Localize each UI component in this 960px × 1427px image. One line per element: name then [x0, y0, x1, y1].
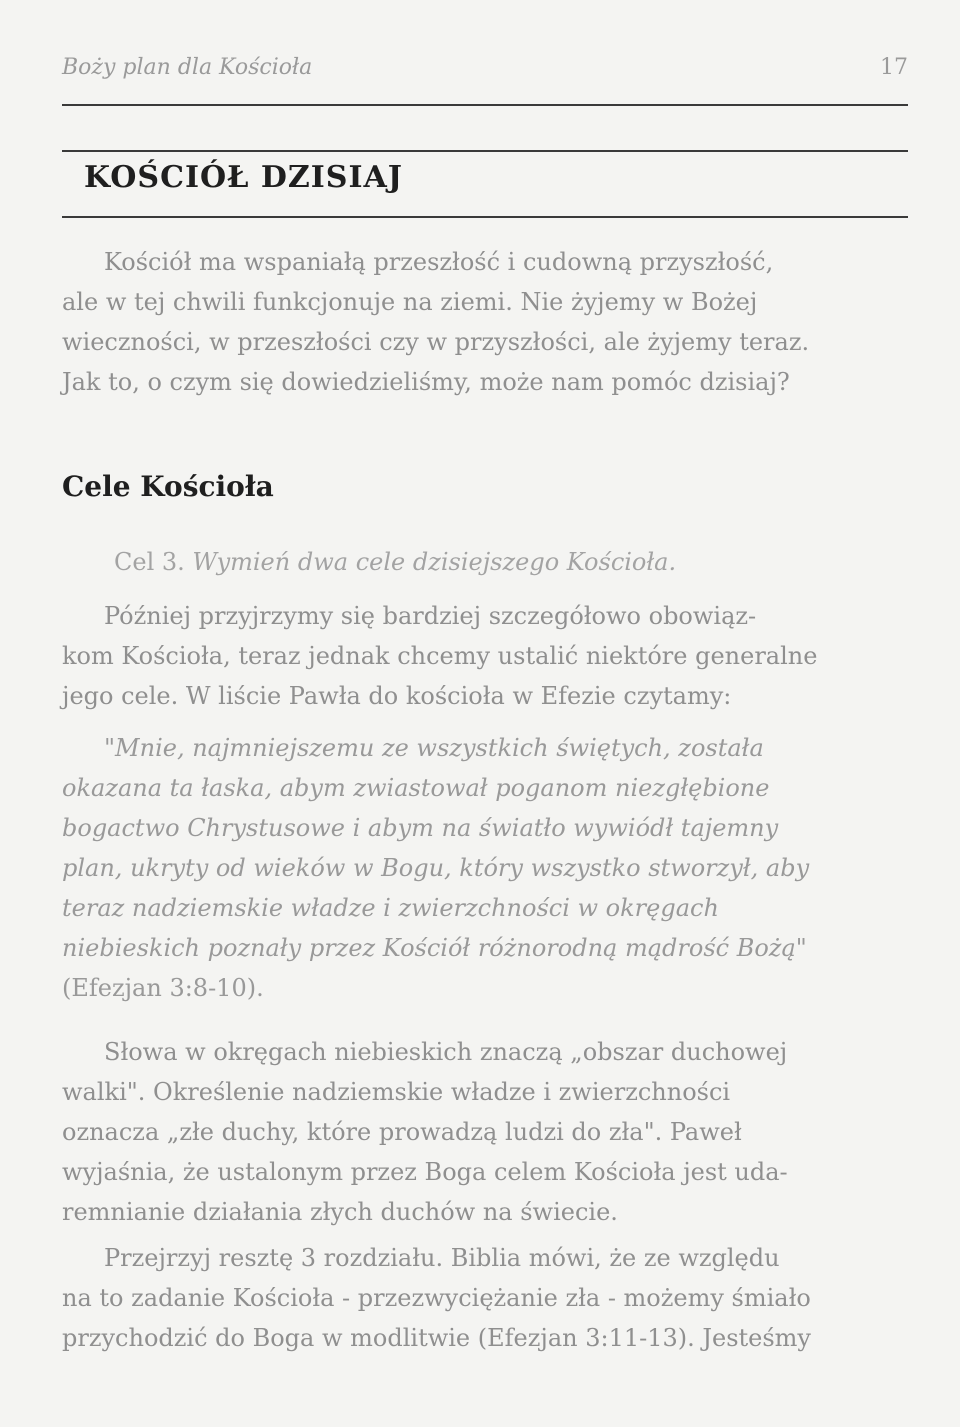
- intro-paragraph: [62, 242, 908, 402]
- title-top-rule: [62, 150, 908, 152]
- objective: [114, 548, 676, 576]
- text-line: Później przyjrzymy się bardziej szczegółowo obowiąz-: [104, 602, 757, 630]
- text-line: przychodzić do Boga w modlitwie (Efezjan 3:11-13). Jesteśmy: [62, 1324, 811, 1352]
- page-number: 17: [880, 55, 908, 80]
- objective-label: Cel 3.: [114, 548, 185, 576]
- quote-reference: (Efezjan 3:8-10).: [62, 974, 264, 1002]
- text-line: oznacza „złe duchy, które prowadzą ludzi do zła". Paweł: [62, 1118, 742, 1146]
- title-bottom-rule: [62, 216, 908, 218]
- paragraph-words: [62, 1032, 908, 1232]
- running-head-title: Boży plan dla Kościoła: [62, 55, 313, 80]
- text-line: Jak to, o czym się dowiedzieliśmy, może nam pomóc dzisiaj?: [62, 368, 790, 396]
- running-head: [62, 55, 908, 95]
- chapter-title: KOŚCIÓŁ DZISIAJ: [84, 160, 403, 195]
- objective-text: Wymień dwa cele dzisiejszego Kościoła.: [192, 548, 677, 576]
- quote-line: plan, ukryty od wieków w Bogu, który wszystko stworzył, aby: [62, 854, 810, 882]
- text-line: Kościół ma wspaniałą przeszłość i cudowną przyszłość,: [104, 248, 774, 276]
- quote-line: niebieskich poznały przez Kościół różnorodną mądrość Bożą": [62, 934, 807, 962]
- text-line: na to zadanie Kościoła - przezwyciężanie zła - możemy śmiało: [62, 1284, 811, 1312]
- quote-line: "Mnie, najmniejszemu ze wszystkich świętych, została: [104, 734, 764, 762]
- text-line: wyjaśnia, że ustalonym przez Boga celem Kościoła jest uda-: [62, 1158, 788, 1186]
- text-line: Przejrzyj resztę 3 rozdziału. Biblia mówi, że ze względu: [104, 1244, 780, 1272]
- text-line: Słowa w okręgach niebieskich znaczą „obszar duchowej: [104, 1038, 788, 1066]
- scripture-quote: [62, 728, 908, 1008]
- quote-line: bogactwo Chrystusowe i abym na światło wywiódł tajemny: [62, 814, 779, 842]
- text-line: jego cele. W liście Pawła do kościoła w Efezie czytamy:: [62, 682, 732, 710]
- text-line: walki". Określenie nadziemskie władze i zwierzchności: [62, 1078, 731, 1106]
- quote-line: teraz nadziemskie władze i zwierzchności w okręgach: [62, 894, 719, 922]
- paragraph-later: [62, 596, 908, 716]
- quote-line: okazana ta łaska, abym zwiastował poganom niezgłębione: [62, 774, 770, 802]
- section-heading: Cele Kościoła: [62, 470, 274, 503]
- text-line: wieczności, w przeszłości czy w przyszłości, ale żyjemy teraz.: [62, 328, 810, 356]
- header-rule: [62, 104, 908, 106]
- text-line: remnianie działania złych duchów na świecie.: [62, 1198, 618, 1226]
- text-line: kom Kościoła, teraz jednak chcemy ustalić niektóre generalne: [62, 642, 818, 670]
- paragraph-read: [62, 1238, 908, 1358]
- text-line: ale w tej chwili funkcjonuje na ziemi. Nie żyjemy w Bożej: [62, 288, 758, 316]
